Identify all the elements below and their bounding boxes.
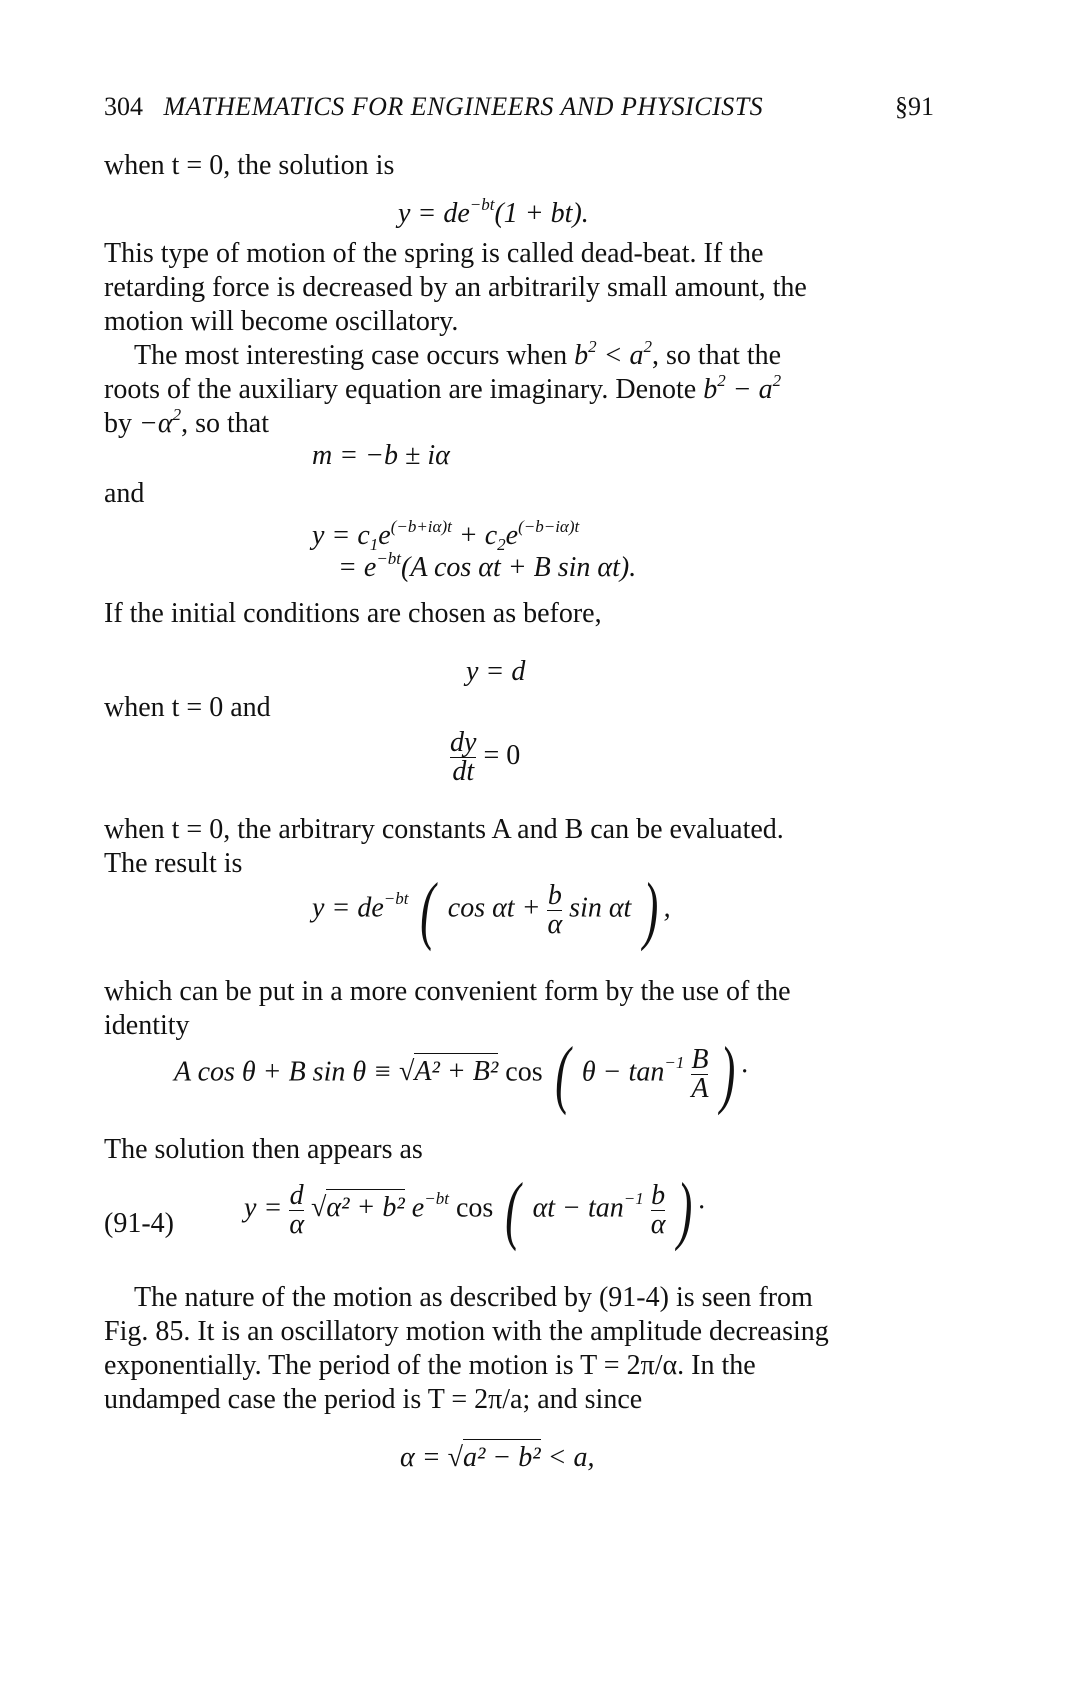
exponent: −bt bbox=[424, 1189, 449, 1209]
running-header bbox=[104, 92, 934, 122]
text: The result is bbox=[104, 848, 243, 879]
square-root: √a² − b² bbox=[448, 1440, 541, 1476]
eq-part: (1 + bt). bbox=[494, 198, 589, 229]
exponent: −bt bbox=[469, 195, 495, 214]
eq-part: A cos θ + B sin θ ≡ bbox=[174, 1056, 392, 1088]
eq-part: = e bbox=[338, 552, 377, 583]
denominator: α bbox=[650, 1208, 666, 1240]
eq-part: (A cos αt + B sin αt). bbox=[401, 552, 637, 583]
right-paren: ) bbox=[643, 868, 659, 952]
exponent: −1 bbox=[623, 1189, 644, 1209]
denominator: dt bbox=[452, 756, 475, 787]
equation-general-solution: $y = c_1e^{(-b+i\alpha)t} + c_2e^{(-b-i\alpha)t}$ bbox=[312, 517, 580, 554]
equation-initial-derivative bbox=[450, 727, 521, 787]
fraction bbox=[691, 1043, 709, 1104]
text: undamped case the period is T = 2π/a; and since bbox=[104, 1384, 643, 1415]
radicand: a² − b² bbox=[463, 1439, 541, 1473]
text: The solution then appears as bbox=[104, 1134, 423, 1165]
equation-deadbeat bbox=[398, 196, 589, 235]
text: and bbox=[104, 478, 145, 509]
text-line bbox=[104, 1132, 423, 1168]
paragraph-line bbox=[104, 270, 807, 306]
eq-part: cos αt + bbox=[447, 892, 541, 924]
fraction bbox=[547, 879, 563, 940]
square-root: √α² + b² bbox=[311, 1190, 405, 1226]
left-paren: ( bbox=[554, 1032, 570, 1116]
eq-part: θ − tan bbox=[581, 1056, 665, 1088]
eq-part: α = bbox=[400, 1442, 441, 1473]
text: The nature of the motion as described by (91-4) is seen from bbox=[134, 1282, 813, 1313]
text: exponentially. The period of the motion is T = 2π/α. In the bbox=[104, 1350, 756, 1381]
paragraph-line bbox=[104, 1314, 829, 1350]
eq-part: cos bbox=[505, 1056, 543, 1088]
text: which can be put in a more convenient form by the use of the bbox=[104, 976, 791, 1007]
numerator: b bbox=[651, 1179, 666, 1211]
text-line bbox=[104, 148, 394, 184]
text-line bbox=[104, 690, 271, 726]
denominator: α bbox=[547, 908, 563, 940]
page-number: 304 bbox=[104, 92, 143, 121]
text: (91-4) bbox=[104, 1208, 174, 1239]
denominator: α bbox=[289, 1208, 305, 1240]
inline-math: $b^2 < a^2$ bbox=[574, 337, 652, 371]
fraction bbox=[650, 1179, 666, 1240]
numerator: d bbox=[289, 1179, 304, 1211]
eq-part: αt − tan bbox=[532, 1192, 624, 1224]
numerator: dy bbox=[450, 727, 477, 758]
exponent: (−b−iα)t bbox=[518, 517, 580, 536]
left-paren: ( bbox=[420, 868, 436, 952]
text: by bbox=[104, 408, 132, 439]
paragraph-line bbox=[134, 1280, 813, 1316]
equation-identity: A cos θ + B sin θ ≡ √A² + B² cos ( $\theta - \tan^{-1}$ $\frac{B}{A}$ ) · bbox=[174, 1032, 748, 1116]
eq-part: y = bbox=[244, 1192, 283, 1224]
equation-91-4: y = $\frac{d}{\alpha}$ √α² + b² $e^{-bt}$ cos ( $\alpha t - \tan^{-1}$ $\frac{b}{\alpha}$ ) · bbox=[244, 1168, 705, 1252]
text: If the initial conditions are chosen as before, bbox=[104, 598, 602, 629]
equation-label bbox=[104, 1206, 174, 1242]
exponent: −bt bbox=[376, 549, 402, 568]
text: roots of the auxiliary equation are imaginary. Denote bbox=[104, 374, 697, 405]
text-line bbox=[104, 596, 602, 632]
equation-roots bbox=[312, 438, 450, 474]
text-line bbox=[104, 1008, 190, 1044]
text: This type of motion of the spring is called dead-beat. If the bbox=[104, 238, 764, 269]
right-paren: ) bbox=[677, 1168, 693, 1252]
eq-part: < a, bbox=[547, 1442, 595, 1473]
eq-part: y = d bbox=[466, 656, 526, 687]
square-root: √A² + B² bbox=[399, 1054, 498, 1090]
right-paren: ) bbox=[720, 1032, 736, 1116]
text: motion will become oscillatory. bbox=[104, 306, 459, 337]
exponent: −bt bbox=[383, 889, 409, 909]
fraction bbox=[289, 1179, 305, 1240]
text: when t = 0 and bbox=[104, 692, 271, 723]
left-paren: ( bbox=[505, 1168, 521, 1252]
eq-part: y = de bbox=[312, 892, 384, 924]
eq-part: cos bbox=[455, 1192, 494, 1224]
equation-alpha bbox=[400, 1440, 595, 1476]
text-line bbox=[104, 846, 242, 882]
eq-part: m = −b ± iα bbox=[312, 440, 450, 471]
inline-math: $-\alpha^2$ bbox=[139, 405, 182, 439]
text: , so that the bbox=[652, 340, 782, 371]
eq-part: , bbox=[663, 892, 671, 924]
paragraph-line bbox=[104, 1348, 756, 1384]
inline-math: $b^2 - a^2$ bbox=[703, 371, 782, 405]
exponent: −1 bbox=[664, 1053, 685, 1073]
text: when t = 0, the arbitrary constants A and B can be evaluated. bbox=[104, 814, 784, 845]
eq-part: = 0 bbox=[483, 739, 521, 771]
eq-part: + c bbox=[458, 520, 498, 551]
text: when t = 0, the solution is bbox=[104, 150, 395, 181]
equation-general-solution-line2 bbox=[338, 550, 636, 589]
numerator: b bbox=[547, 879, 562, 911]
text-line bbox=[104, 476, 144, 512]
eq-part: e bbox=[411, 1192, 425, 1224]
text: The most interesting case occurs when bbox=[134, 340, 568, 371]
text: identity bbox=[104, 1010, 190, 1041]
eq-part: y = de bbox=[398, 198, 470, 229]
text-line bbox=[104, 812, 784, 848]
text-line bbox=[104, 974, 791, 1010]
radicand: A² + B² bbox=[414, 1053, 498, 1087]
numerator: B bbox=[691, 1043, 709, 1075]
paragraph-line bbox=[104, 304, 458, 340]
equation-result bbox=[312, 868, 671, 952]
text: retarding force is decreased by an arbitrarily small amount, the bbox=[104, 272, 807, 303]
running-title: MATHEMATICS FOR ENGINEERS AND PHYSICISTS bbox=[163, 92, 764, 121]
eq-part: sin αt bbox=[569, 892, 632, 924]
exponent: (−b+iα)t bbox=[390, 517, 452, 536]
eq-part: y = c bbox=[312, 520, 370, 551]
denominator: A bbox=[691, 1072, 709, 1104]
text: Fig. 85. It is an oscillatory motion with the amplitude decreasing bbox=[104, 1316, 829, 1347]
text: , so that bbox=[181, 408, 269, 439]
paragraph-line bbox=[104, 1382, 642, 1418]
section-number: §91 bbox=[895, 92, 934, 121]
fraction bbox=[450, 727, 477, 787]
paragraph-line bbox=[104, 406, 269, 445]
equation-initial-y bbox=[466, 654, 525, 690]
radicand: α² + b² bbox=[326, 1189, 404, 1223]
paragraph-line bbox=[104, 236, 763, 272]
